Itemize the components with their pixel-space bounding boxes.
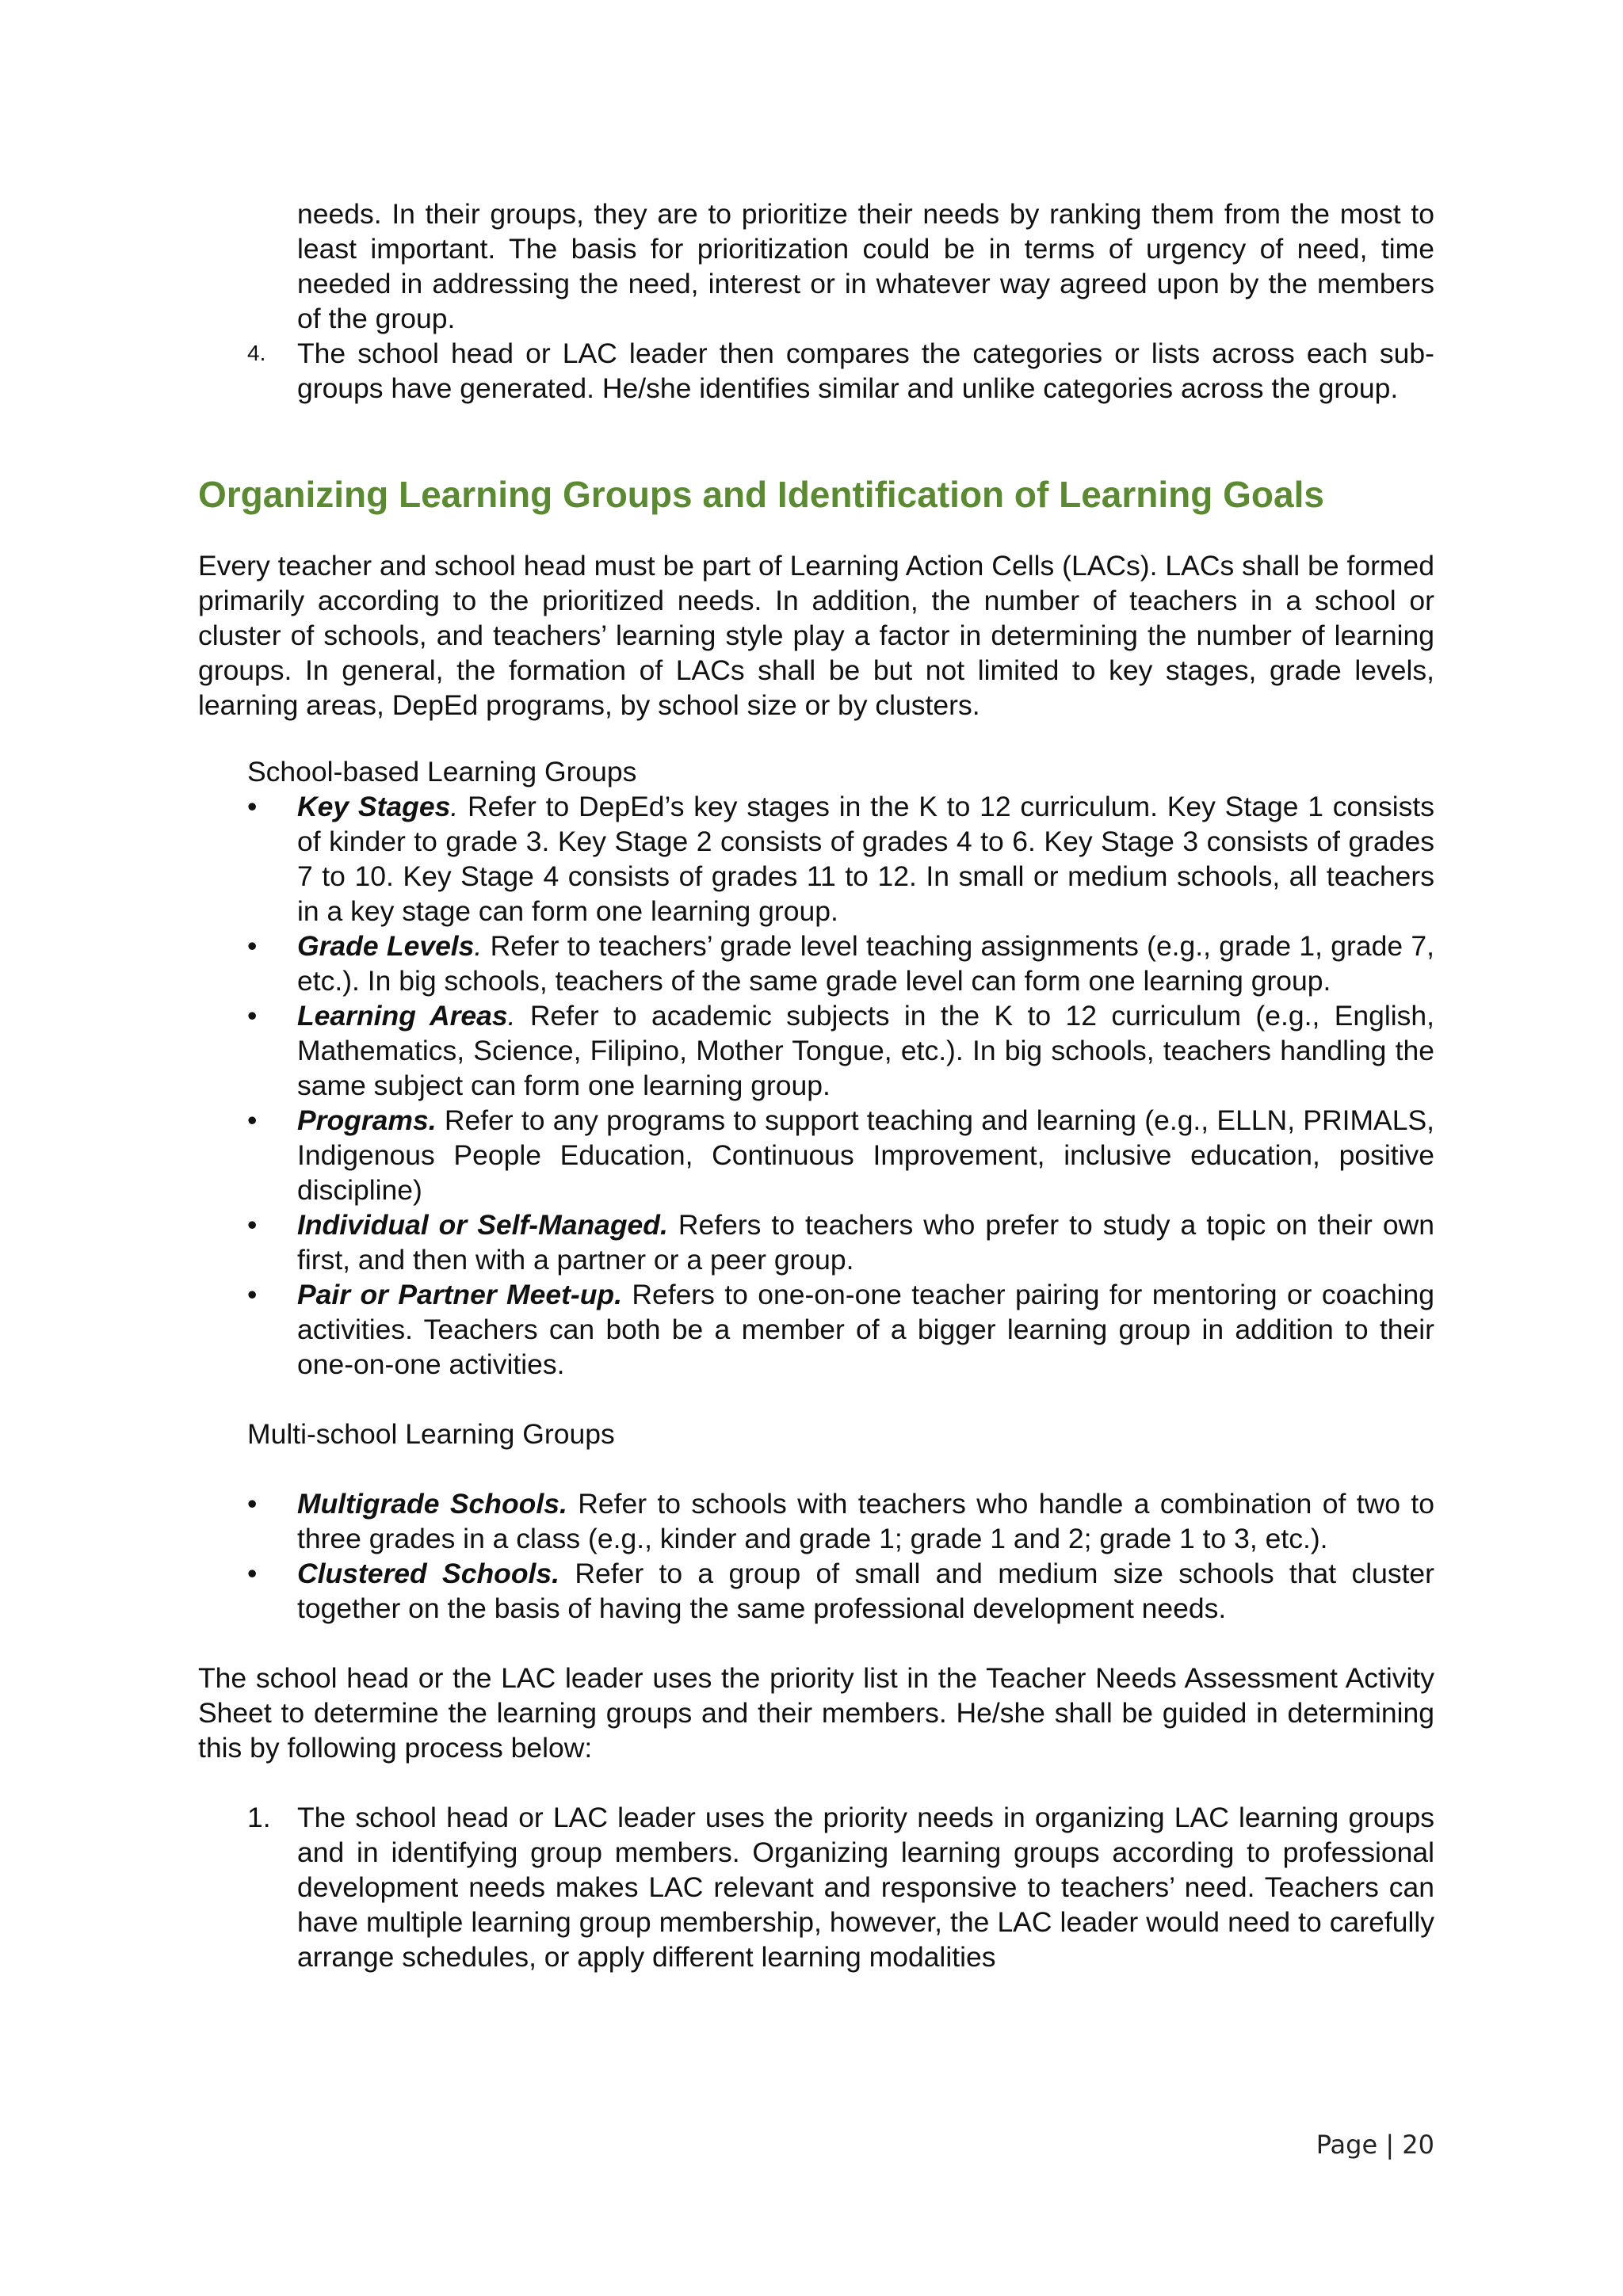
document-page	[198, 196, 1434, 1974]
numbered-item-4	[247, 336, 1434, 406]
list-item: • Key Stages. Refer to DepEd’s key stages in the K to 12 curriculum. Key Stage 1 consists of kinder to grade 3. Key Stage 2 consists of grades 4 to 6. Key Stage 3 consists of grades 7 to 10. Key Stage 4 consists of grades 11 to 12. In small or medium schools, all teachers in a key stage can form one learning group.	[247, 791, 1434, 927]
intro-paragraph: Every teacher and school head must be part of Learning Action Cells (LACs). LACs shall be formed primarily according to the prioritized needs. In addition, the number of teachers in a school or cluster of schools, and teachers’ learning style play a factor in determining the number of learning groups. In general, the formation of LACs shall be but not limited to key stages, grade levels, learning areas, DepEd programs, by school size or by clusters.	[198, 550, 1434, 721]
page-number: Page | 20	[1316, 2130, 1434, 2160]
bullet: •	[247, 1209, 258, 1241]
list-item	[247, 1103, 1434, 1207]
process-paragraph: The school head or the LAC leader uses the priority list in the Teacher Needs Assessment Activity Sheet to determine the learning groups and their members. He/she shall be guided in determining this by following process below:	[198, 1662, 1434, 1764]
bullet: •	[247, 930, 258, 962]
bullet: •	[247, 791, 258, 822]
bullet: •	[247, 1279, 258, 1310]
description: Refer to DepEd’s key stages in the K to 12 curriculum. Key Stage 1 consists of kinder to grade 3. Key Stage 2 consists of grades 4 to 6. Key Stage 3 consists of grades 7 to 10. Key Stage 4 consists of grades 11 to 12. In small or medium schools, all teachers in a key stage can form one learning group.	[297, 791, 1434, 927]
continuation-paragraph: needs. In their groups, they are to prioritize their needs by ranking them from the most to least important. The basis for prioritization could be in terms of urgency of need, time needed in addressing the need, interest or in whatever way agreed upon by the members of the group.	[297, 198, 1434, 334]
term: Pair or Partner Meet-up.	[297, 1279, 622, 1310]
section-heading: Organizing Learning Groups and Identification of Learning Goals	[198, 474, 1324, 515]
description: Refer to teachers’ grade level teaching assignments (e.g., grade 1, grade 7, etc.). In big schools, teachers of the same grade level can form one learning group.	[297, 930, 1435, 997]
multi-school-title: Multi-school Learning Groups	[247, 1418, 615, 1450]
bullet: •	[247, 1488, 258, 1520]
item-text: The school head or LAC leader then compares the categories or lists across each sub-groups have generated. He/she identifies similar and unlike categories across the group.	[297, 338, 1434, 404]
description: Refer to any programs to support teaching and learning (e.g., ELLN, PRIMALS, Indigenous People Education, Continuous Improvement, inclusive education, positive discipline)	[297, 1104, 1434, 1206]
list-item	[247, 1207, 1434, 1277]
description: Refers to teachers who prefer to study a topic on their own first, and then with a partner or a peer group.	[297, 1209, 1434, 1276]
list-item	[247, 1277, 1434, 1382]
list-item: • Learning Areas. Refer to academic subjects in the K to 12 curriculum (e.g., English, Mathematics, Science, Filipino, Mother Tongue, etc.). In big schools, teachers handling the same subject can form one learning group.	[247, 1000, 1434, 1101]
item-number: 4.	[247, 341, 266, 365]
list-item	[247, 1486, 1434, 1556]
school-based-list	[198, 789, 1434, 1382]
term: Programs.	[297, 1104, 437, 1136]
term: Grade Levels	[297, 930, 475, 962]
item-text: The school head or LAC leader uses the priority needs in organizing LAC learning groups and in identifying group members. Organizing learning groups according to professional development needs makes LAC relevant and responsive to teachers’ need. Teachers can have multiple learning group membership, however, the LAC leader would need to carefully arrange schedules, or apply different learning modalities	[297, 1802, 1434, 1973]
term: Individual or Self-Managed.	[297, 1209, 668, 1241]
description: Refer to academic subjects in the K to 12 curriculum (e.g., English, Mathematics, Science, Filipino, Mother Tongue, etc.). In big schools, teachers handling the same subject can form one learning group.	[297, 1000, 1434, 1101]
list-item	[247, 1556, 1434, 1626]
bullet: •	[247, 1558, 258, 1589]
list-item: • Grade Levels. Refer to teachers’ grade level teaching assignments (e.g., grade 1, grade 7, etc.). In big schools, teachers of the same grade level can form one learning group.	[247, 930, 1435, 997]
description: Refer to schools with teachers who handle a combination of two to three grades in a class (e.g., kinder and grade 1; grade 1 and 2; grade 1 to 3, etc.).	[297, 1488, 1434, 1554]
description: Refer to a group of small and medium size schools that cluster together on the basis of having the same professional development needs.	[297, 1558, 1434, 1624]
term: Learning Areas	[297, 1000, 508, 1032]
multi-school-list	[198, 1486, 1434, 1626]
term: Key Stages	[297, 791, 451, 822]
numbered-item-1	[247, 1800, 1434, 1974]
school-based-title: School-based Learning Groups	[247, 756, 637, 788]
item-number: 1.	[247, 1802, 271, 1833]
term: Multigrade Schools.	[297, 1488, 567, 1520]
term: Clustered Schools.	[297, 1558, 560, 1589]
bullet: •	[247, 1104, 258, 1136]
bullet: •	[247, 1000, 258, 1032]
description: Refers to one-on-one teacher pairing for mentoring or coaching activities. Teachers can both be a member of a bigger learning group in addition to their one-on-one activities.	[297, 1279, 1434, 1380]
